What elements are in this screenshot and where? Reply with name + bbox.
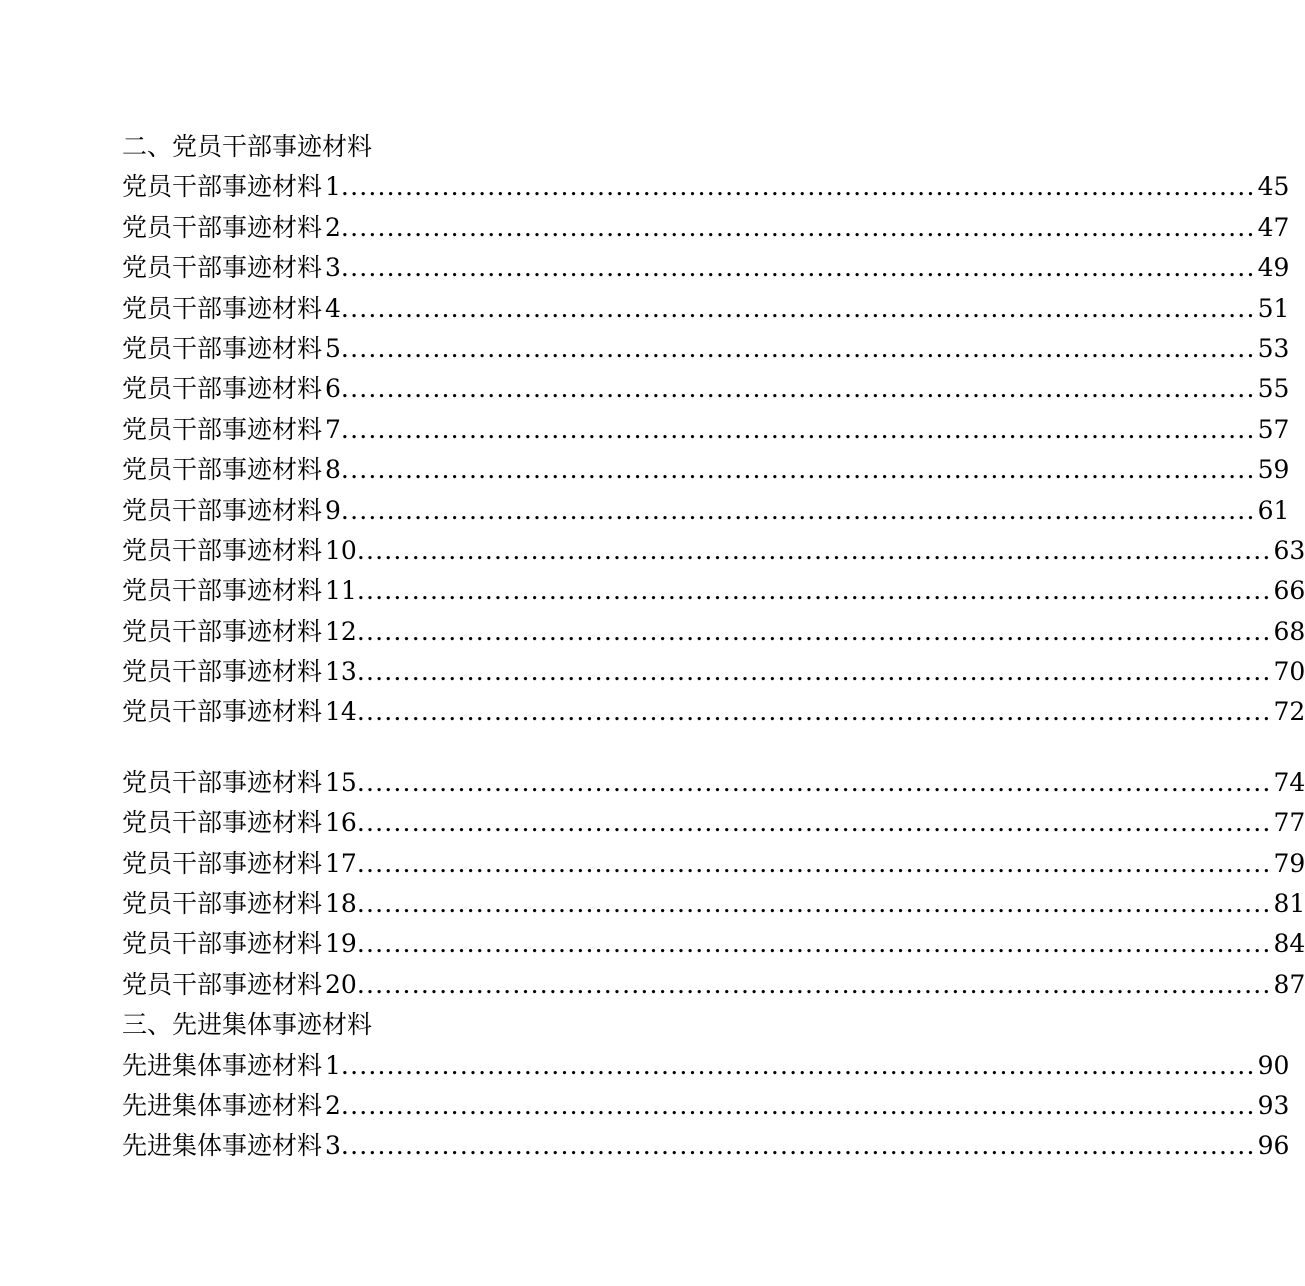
dot-leader: .................................................................................................... xyxy=(340,253,1256,283)
toc-entry-page-number: 66 xyxy=(1273,576,1305,606)
toc-entry-title: 先进集体事迹材料 xyxy=(122,1050,323,1080)
toc-entry-page-number: 68 xyxy=(1273,616,1305,646)
dot-leader: .................................................................................................... xyxy=(340,1050,1256,1080)
toc-entry[interactable] xyxy=(122,924,1305,964)
toc-entry-title: 先进集体事迹材料 xyxy=(122,1090,323,1120)
toc-entry-title: 党员干部事迹材料 xyxy=(122,808,323,838)
dot-leader: .................................................................................................... xyxy=(356,889,1272,919)
toc-entry[interactable] xyxy=(122,844,1305,884)
toc-entry[interactable] xyxy=(122,652,1305,692)
dot-leader: .................................................................................................... xyxy=(340,293,1256,323)
toc-entry[interactable] xyxy=(122,450,1290,490)
dot-leader: .................................................................................................... xyxy=(356,576,1272,606)
toc-entry-number: 8 xyxy=(325,455,341,485)
toc-entry-page-number: 51 xyxy=(1257,293,1290,323)
toc-entry-page-number: 77 xyxy=(1273,808,1305,838)
toc-entry-page-number: 59 xyxy=(1257,455,1290,485)
toc-entry-title: 党员干部事迹材料 xyxy=(122,657,323,687)
toc-entry-title: 党员干部事迹材料 xyxy=(122,293,323,323)
table-of-contents xyxy=(122,127,1305,1167)
dot-leader: .................................................................................................... xyxy=(356,616,1272,646)
dot-leader: .................................................................................................... xyxy=(340,172,1256,202)
toc-entry-number: 1 xyxy=(325,1050,341,1080)
toc-entry[interactable] xyxy=(122,1126,1290,1166)
toc-entry-page-number: 53 xyxy=(1257,333,1290,363)
dot-leader: .................................................................................................... xyxy=(356,808,1272,838)
toc-entry[interactable] xyxy=(122,965,1305,1005)
toc-entry-number: 13 xyxy=(325,657,357,687)
toc-entry[interactable] xyxy=(122,763,1305,803)
toc-entry-number: 18 xyxy=(325,889,357,919)
dot-leader: .................................................................................................... xyxy=(356,848,1272,878)
toc-entry-page-number: 55 xyxy=(1257,374,1290,404)
toc-entry[interactable] xyxy=(122,571,1305,611)
toc-entry-number: 9 xyxy=(325,495,341,525)
dot-leader: .................................................................................................... xyxy=(356,535,1272,565)
toc-entry-page-number: 74 xyxy=(1273,767,1305,797)
toc-entry-number: 4 xyxy=(325,293,341,323)
toc-entry[interactable] xyxy=(122,612,1305,652)
toc-entry-number: 12 xyxy=(325,616,357,646)
toc-entry-number: 20 xyxy=(325,969,357,999)
toc-entry-title: 党员干部事迹材料 xyxy=(122,848,323,878)
toc-entry[interactable] xyxy=(122,329,1290,369)
toc-entry-page-number: 87 xyxy=(1273,969,1305,999)
toc-entry-number: 14 xyxy=(325,697,357,727)
section-heading: 二、党员干部事迹材料 xyxy=(122,132,373,161)
toc-entry-number: 7 xyxy=(325,414,341,444)
toc-entry-title: 党员干部事迹材料 xyxy=(122,172,323,202)
toc-entry-number: 3 xyxy=(325,253,341,283)
dot-leader: .................................................................................................... xyxy=(356,697,1272,727)
toc-entry[interactable] xyxy=(122,248,1290,288)
toc-body xyxy=(122,127,1305,1167)
toc-entry-page-number: 96 xyxy=(1257,1131,1290,1161)
dot-leader: .................................................................................................... xyxy=(340,212,1256,242)
toc-entry-number: 2 xyxy=(325,1090,341,1120)
toc-entry-title: 党员干部事迹材料 xyxy=(122,969,323,999)
toc-entry-number: 11 xyxy=(325,576,357,606)
dot-leader: .................................................................................................... xyxy=(356,929,1272,959)
section-heading: 三、先进集体事迹材料 xyxy=(122,1010,373,1040)
toc-entry-page-number: 72 xyxy=(1273,697,1305,727)
toc-entry-title: 党员干部事迹材料 xyxy=(122,929,323,959)
page-break-gap xyxy=(122,733,792,763)
toc-entry-page-number: 79 xyxy=(1273,848,1305,878)
toc-entry-title: 党员干部事迹材料 xyxy=(122,535,323,565)
toc-entry-number: 3 xyxy=(325,1131,341,1161)
toc-entry[interactable] xyxy=(122,208,1290,248)
toc-entry-page-number: 84 xyxy=(1273,929,1305,959)
toc-entry-title: 党员干部事迹材料 xyxy=(122,616,323,646)
dot-leader: .................................................................................................... xyxy=(340,414,1256,444)
toc-entry[interactable] xyxy=(122,1086,1290,1126)
toc-entry-page-number: 70 xyxy=(1273,657,1305,687)
toc-entry-page-number: 57 xyxy=(1257,414,1290,444)
toc-entry-title: 党员干部事迹材料 xyxy=(122,455,323,485)
dot-leader: .................................................................................................... xyxy=(340,495,1256,525)
toc-entry[interactable] xyxy=(122,803,1305,843)
toc-entry-number: 5 xyxy=(325,333,341,363)
dot-leader: .................................................................................................... xyxy=(340,374,1256,404)
dot-leader: .................................................................................................... xyxy=(356,767,1272,797)
toc-entry-number: 6 xyxy=(325,374,341,404)
dot-leader: .................................................................................................... xyxy=(356,657,1272,687)
toc-entry-number: 17 xyxy=(325,848,357,878)
toc-entry-title: 党员干部事迹材料 xyxy=(122,767,323,797)
toc-entry-number: 15 xyxy=(325,767,357,797)
toc-entry-number: 16 xyxy=(325,808,357,838)
toc-entry-number: 2 xyxy=(325,212,341,242)
toc-entry-title: 党员干部事迹材料 xyxy=(122,889,323,919)
toc-entry-title: 党员干部事迹材料 xyxy=(122,495,323,525)
toc-entry[interactable] xyxy=(122,692,1305,732)
toc-entry-page-number: 93 xyxy=(1257,1090,1290,1120)
dot-leader: .................................................................................................... xyxy=(340,1090,1256,1120)
toc-entry[interactable] xyxy=(122,531,1305,571)
toc-entry-title: 党员干部事迹材料 xyxy=(122,253,323,283)
dot-leader: .................................................................................................... xyxy=(340,455,1256,485)
toc-entry-title: 党员干部事迹材料 xyxy=(122,576,323,606)
toc-entry-page-number: 81 xyxy=(1273,889,1305,919)
toc-entry-title: 党员干部事迹材料 xyxy=(122,414,323,444)
toc-entry-page-number: 90 xyxy=(1257,1050,1290,1080)
dot-leader: .................................................................................................... xyxy=(340,333,1256,363)
toc-entry-page-number: 61 xyxy=(1257,495,1290,525)
toc-entry[interactable] xyxy=(122,369,1290,409)
toc-entry[interactable] xyxy=(122,289,1290,329)
toc-entry-title: 党员干部事迹材料 xyxy=(122,333,323,363)
toc-entry-page-number: 63 xyxy=(1273,535,1305,565)
dot-leader: .................................................................................................... xyxy=(356,969,1272,999)
toc-entry-page-number: 47 xyxy=(1257,212,1290,242)
toc-entry-page-number: 49 xyxy=(1257,253,1290,283)
toc-entry-page-number: 45 xyxy=(1257,172,1290,202)
toc-entry[interactable] xyxy=(122,167,1290,207)
dot-leader: .................................................................................................... xyxy=(340,1131,1256,1161)
toc-entry-title: 党员干部事迹材料 xyxy=(122,697,323,727)
toc-entry-number: 19 xyxy=(325,929,357,959)
toc-entry-number: 10 xyxy=(325,535,357,565)
toc-entry[interactable] xyxy=(122,884,1305,924)
toc-entry-title: 先进集体事迹材料 xyxy=(122,1131,323,1161)
toc-entry[interactable] xyxy=(122,410,1290,450)
toc-entry[interactable] xyxy=(122,1046,1290,1086)
toc-entry-number: 1 xyxy=(325,172,341,202)
toc-entry-title: 党员干部事迹材料 xyxy=(122,374,323,404)
toc-entry[interactable] xyxy=(122,491,1290,531)
toc-entry-title: 党员干部事迹材料 xyxy=(122,212,323,242)
